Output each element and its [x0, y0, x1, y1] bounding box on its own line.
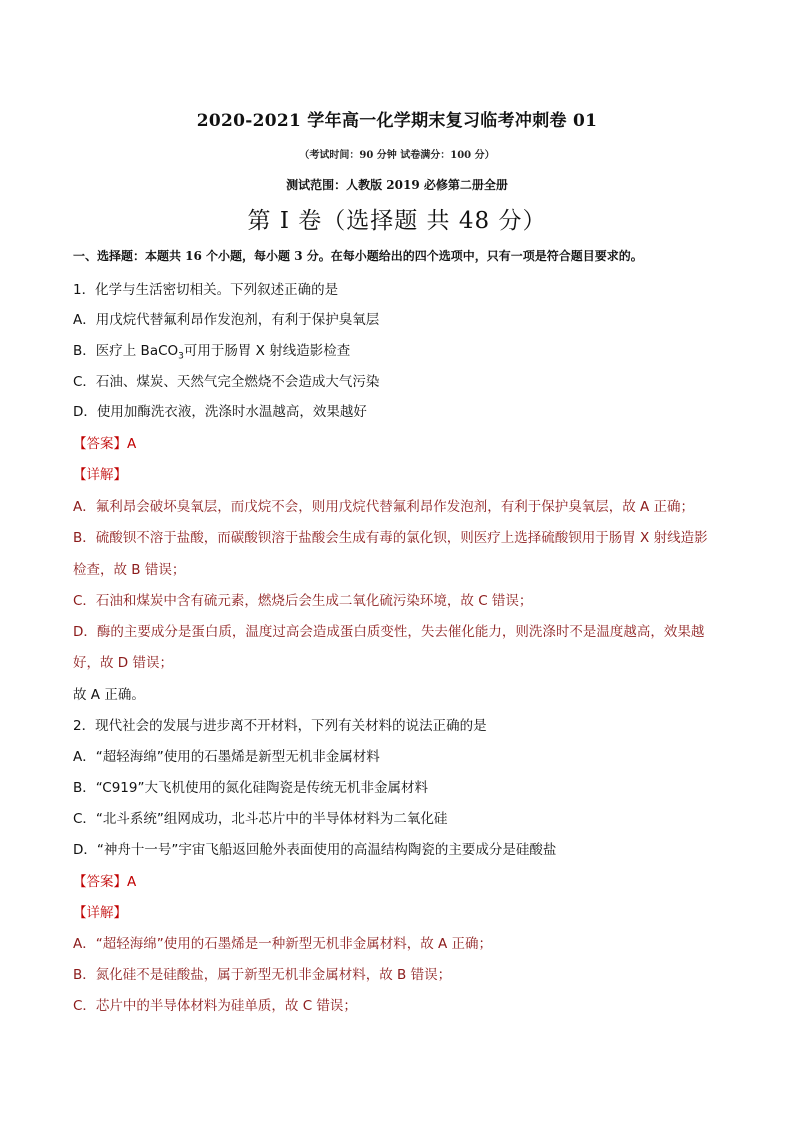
q1-stem: 1．化学与生活密切相关。下列叙述正确的是	[73, 282, 339, 298]
section-title: 第 I 卷（选择题 共 48 分）	[247, 208, 547, 234]
q2-explanation-a: A．“超轻海绵”使用的石墨烯是一种新型无机非金属材料，故 A 正确；	[73, 936, 493, 952]
q1-option-d: D．使用加酶洗衣液，洗涤时水温越高，效果越好	[73, 404, 367, 420]
test-scope: 测试范围：人教版 2019 必修第二册全册	[286, 178, 508, 192]
q1-explanation-c: C．石油和煤炭中含有硫元素，燃烧后会生成二氧化硫污染环境，故 C 错误；	[73, 593, 533, 609]
q1-explanation-d-line2: 好，故 D 错误；	[73, 655, 173, 671]
q1-option-b	[73, 341, 733, 367]
q2-option-a: A．“超轻海绵”使用的石墨烯是新型无机非金属材料	[73, 749, 380, 765]
q2-detail-label: 【详解】	[73, 905, 127, 921]
q1-option-b-sub: 3	[178, 351, 184, 362]
q2-explanation-c: C．芯片中的半导体材料为硅单质，故 C 错误；	[73, 998, 357, 1014]
q1-option-b-pre: B．医疗上 BaCO	[73, 343, 179, 359]
q2-option-d: D．“神舟十一号”宇宙飞船返回舱外表面使用的高温结构陶瓷的主要成分是硅酸盐	[73, 842, 557, 858]
q2-stem: 2．现代社会的发展与进步离不开材料，下列有关材料的说法正确的是	[73, 718, 487, 734]
exam-subtitle: （考试时间：90 分钟 试卷满分：100 分）	[299, 150, 495, 161]
q1-option-b-post: 可用于肠胃 X 射线造影检查	[183, 343, 351, 359]
q1-explanation-b-line2: 检查，故 B 错误；	[73, 562, 186, 578]
section-instructions: 一、选择题：本题共 16 个小题，每小题 3 分。在每小题给出的四个选项中，只有一项是符合题目要求的。	[73, 249, 643, 263]
q1-explanation-a: A．氟利昂会破坏臭氧层，而戊烷不会，则用戊烷代替氟利昂作发泡剂，有利于保护臭氧层，故 A 正确；	[73, 499, 695, 515]
q2-answer: 【答案】A	[73, 874, 137, 890]
q1-option-a: A．用戊烷代替氟利昂作发泡剂，有利于保护臭氧层	[73, 312, 380, 328]
q1-detail-label: 【详解】	[73, 467, 127, 483]
q1-answer: 【答案】A	[73, 436, 137, 452]
exam-title: 2020-2021 学年高一化学期末复习临考冲刺卷 01	[196, 111, 598, 131]
q2-option-b: B．“C919”大飞机使用的氮化硅陶瓷是传统无机非金属材料	[73, 780, 428, 796]
q2-explanation-b: B．氮化硅不是硅酸盐，属于新型无机非金属材料，故 B 错误；	[73, 967, 452, 983]
q2-option-c: C．“北斗系统”组网成功，北斗芯片中的半导体材料为二氧化硅	[73, 811, 448, 827]
q1-conclusion: 故 A 正确。	[73, 687, 145, 703]
q1-explanation-b-line1: B．硫酸钡不溶于盐酸，而碳酸钡溶于盐酸会生成有毒的氯化钡，则医疗上选择硫酸钡用于肠胃 X 射线造影	[73, 530, 708, 546]
q1-option-c: C．石油、煤炭、天然气完全燃烧不会造成大气污染	[73, 374, 380, 390]
q1-explanation-d-line1: D．酶的主要成分是蛋白质，温度过高会造成蛋白质变性，失去催化能力，则洗涤时不是温度越高，效果越	[73, 624, 705, 640]
